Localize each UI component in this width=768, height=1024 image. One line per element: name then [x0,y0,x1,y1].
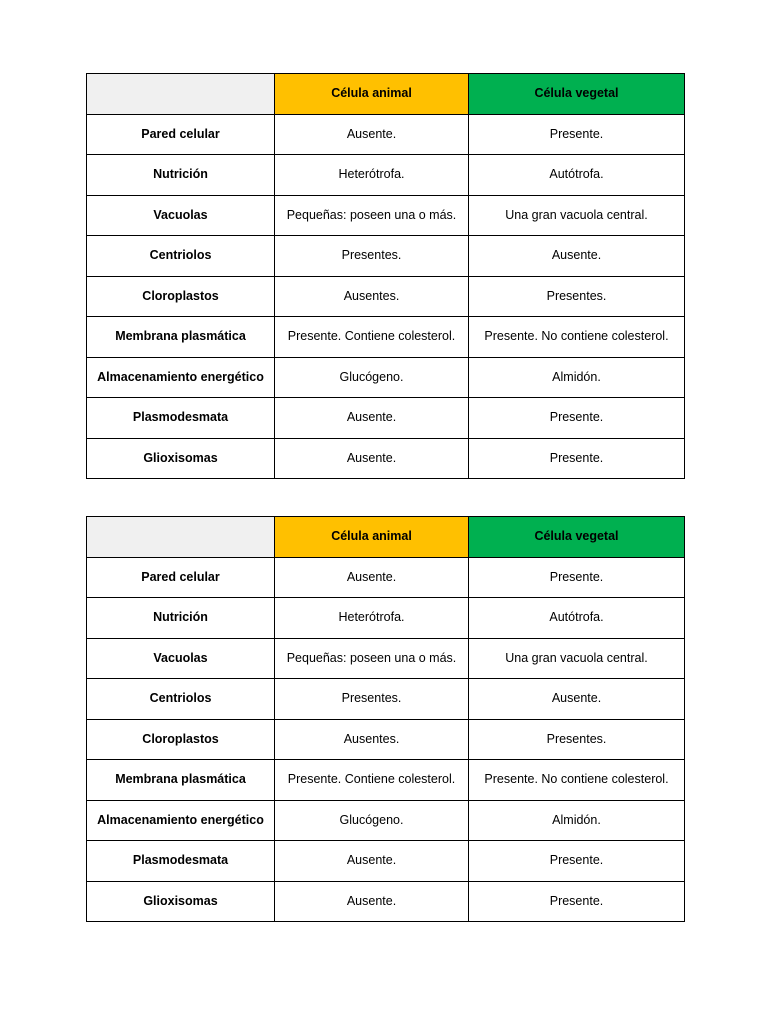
row-label: Pared celular [87,557,275,598]
animal-value: Ausente. [275,881,469,922]
row-label: Cloroplastos [87,719,275,760]
table-row [87,317,685,358]
plant-value: Una gran vacuola central. [469,195,685,236]
animal-value: Pequeñas: poseen una o más. [275,195,469,236]
table-row [87,398,685,439]
table-row [87,679,685,720]
row-label: Nutrición [87,598,275,639]
comparison-table-2 [86,516,685,922]
plant-value: Una gran vacuola central. [469,638,685,679]
animal-cell-header: Célula animal [275,517,469,558]
plant-value: Presente. [469,841,685,882]
corner-cell [87,517,275,558]
plant-cell-header: Célula vegetal [469,517,685,558]
table-row [87,841,685,882]
row-label: Almacenamiento energético [87,800,275,841]
animal-value: Ausente. [275,398,469,439]
plant-value: Presente. No contiene colesterol. [469,760,685,801]
plant-value: Presente. [469,398,685,439]
animal-value: Presente. Contiene colesterol. [275,317,469,358]
row-label: Glioxisomas [87,881,275,922]
row-label: Vacuolas [87,195,275,236]
plant-value: Presente. No contiene colesterol. [469,317,685,358]
animal-value: Heterótrofa. [275,598,469,639]
row-label: Plasmodesmata [87,841,275,882]
row-label: Membrana plasmática [87,760,275,801]
table-row [87,357,685,398]
animal-value: Ausentes. [275,276,469,317]
animal-cell-header: Célula animal [275,74,469,115]
row-label: Centriolos [87,236,275,277]
corner-cell [87,74,275,115]
table-row [87,195,685,236]
animal-value: Glucógeno. [275,800,469,841]
animal-value: Ausente. [275,841,469,882]
row-label: Cloroplastos [87,276,275,317]
plant-value: Presentes. [469,719,685,760]
plant-value: Presente. [469,438,685,479]
animal-value: Ausentes. [275,719,469,760]
animal-value: Pequeñas: poseen una o más. [275,638,469,679]
animal-value: Presentes. [275,679,469,720]
animal-value: Presentes. [275,236,469,277]
row-label: Almacenamiento energético [87,357,275,398]
row-label: Membrana plasmática [87,317,275,358]
animal-value: Glucógeno. [275,357,469,398]
plant-cell-header: Célula vegetal [469,74,685,115]
row-label: Vacuolas [87,638,275,679]
table-row [87,598,685,639]
plant-value: Almidón. [469,357,685,398]
table-header-row [87,517,685,558]
table-header-row [87,74,685,115]
table-row [87,760,685,801]
row-label: Nutrición [87,155,275,196]
animal-value: Ausente. [275,438,469,479]
table-row [87,638,685,679]
table-row [87,236,685,277]
row-label: Pared celular [87,114,275,155]
plant-value: Almidón. [469,800,685,841]
table-row [87,719,685,760]
row-label: Plasmodesmata [87,398,275,439]
plant-value: Autótrofa. [469,598,685,639]
plant-value: Autótrofa. [469,155,685,196]
plant-value: Presentes. [469,276,685,317]
table-row [87,881,685,922]
table-row [87,800,685,841]
plant-value: Ausente. [469,679,685,720]
row-label: Glioxisomas [87,438,275,479]
animal-value: Ausente. [275,114,469,155]
table-row [87,114,685,155]
table-row [87,276,685,317]
table-row [87,155,685,196]
row-label: Centriolos [87,679,275,720]
table-row [87,438,685,479]
animal-value: Heterótrofa. [275,155,469,196]
plant-value: Presente. [469,114,685,155]
animal-value: Presente. Contiene colesterol. [275,760,469,801]
animal-value: Ausente. [275,557,469,598]
plant-value: Ausente. [469,236,685,277]
table-row [87,557,685,598]
plant-value: Presente. [469,557,685,598]
comparison-table-1 [86,73,685,479]
plant-value: Presente. [469,881,685,922]
